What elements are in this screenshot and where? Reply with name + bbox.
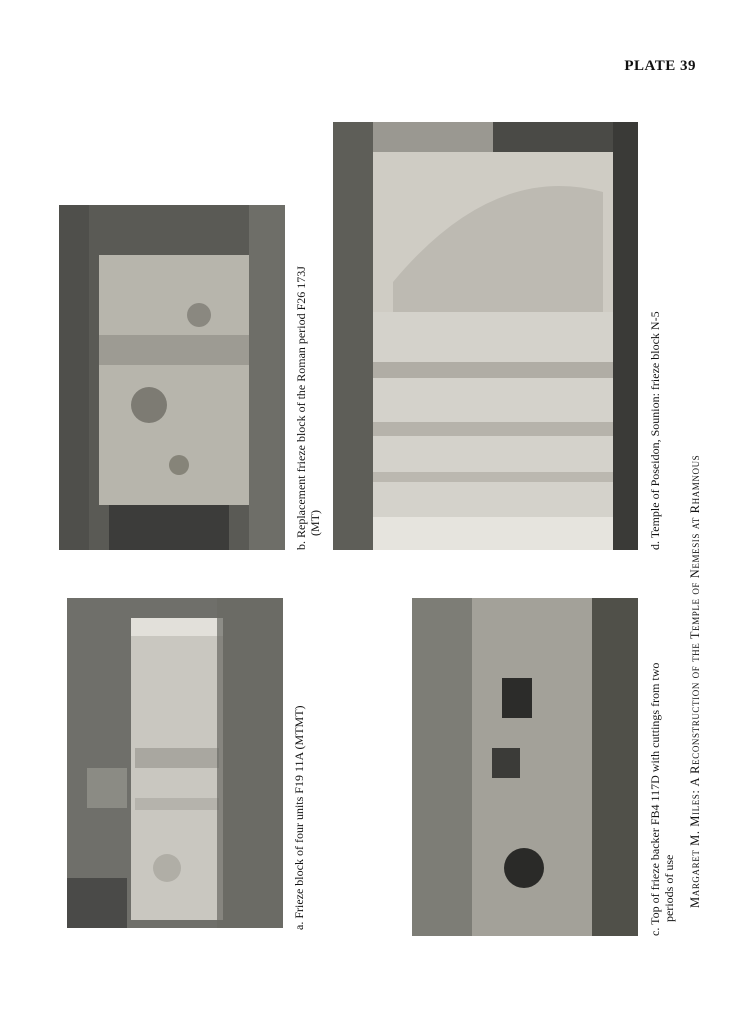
caption-b-line-2: (MT) <box>308 510 322 536</box>
photo-a-frieze-block-four-units <box>67 598 283 928</box>
caption-d <box>648 311 662 550</box>
caption-a-text: a. Frieze block of four units F19 11A (MTMT) <box>292 705 306 930</box>
photo-d-temple-of-poseidon-frieze-block <box>333 122 638 550</box>
photo-b-replacement-frieze-block <box>59 205 285 550</box>
footer-text: Margaret M. Miles: A Reconstruction of the Temple of Nemesis at Rhamnous <box>688 454 702 908</box>
plate-number: PLATE 39 <box>624 58 696 74</box>
caption-c-line-2: periods of use <box>662 854 676 922</box>
caption-c-line-1: c. Top of frieze backer FB4 117D with cuttings from two <box>648 662 662 936</box>
caption-d-text: d. Temple of Poseidon, Sounion: frieze block N-5 <box>648 311 662 550</box>
caption-c <box>648 663 676 936</box>
caption-b <box>294 266 322 550</box>
caption-a <box>292 705 306 930</box>
caption-b-line-1: b. Replacement frieze block of the Roman period F26 173J <box>294 266 308 550</box>
running-footer-author-title <box>688 455 703 908</box>
photo-c-frieze-backer-top <box>412 598 638 936</box>
